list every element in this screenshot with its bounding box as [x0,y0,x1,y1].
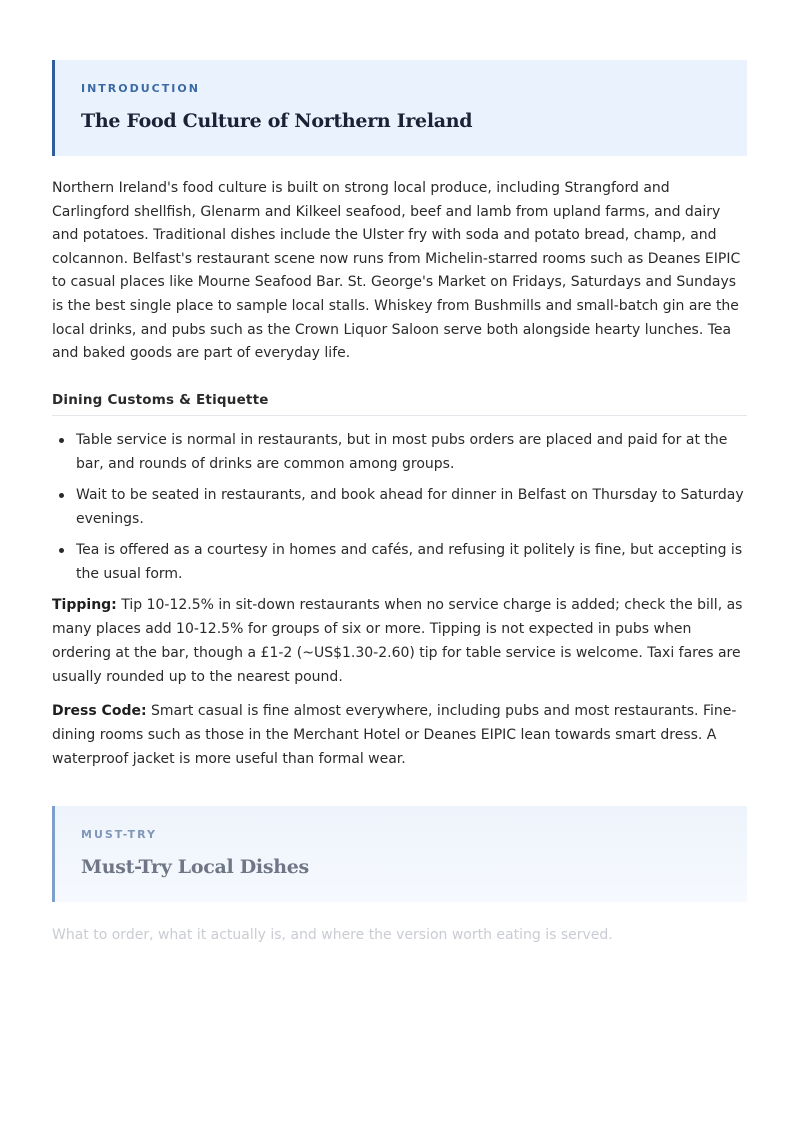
customs-list [52,428,747,587]
intro-title: The Food Culture of Northern Ireland [81,110,473,132]
dress-code-label: Dress Code: [52,702,147,719]
tipping-text: Tip 10-12.5% in sit-down restaurants when no service charge is added; check the bill, as many places add 10-12.5% for groups of six or more. Tipping is not expected in pubs when ordering at the bar, though a £1-2 (~US$1.30-2.60) tip for table service is welcome. Taxi fares are usually rounded up to the nearest pound. [52,596,743,685]
intro-paragraph: Northern Ireland's food culture is built on strong local produce, including Strangford and Carlingford shellfish, Glenarm and Kilkeel seafood, beef and lamb from upland farms, and dairy and potatoes. Traditional dishes include the Ulster fry with soda and potato bread, champ, and colcannon. Belfast's restaurant scene now runs from Michelin-starred rooms such as Deanes EIPIC to casual places like Mourne Seafood Bar. St. George's Market on Fridays, Saturdays and Sundays is the best single place to sample local stalls. Whiskey from Bushmills and small-batch gin are the local drinks, and pubs such as the Crown Liquor Saloon serve both alongside hearty lunches. Tea and baked goods are part of everyday life. [52,180,741,362]
customs-list-item: Table service is normal in restaurants, but in most pubs orders are placed and paid for at the bar, and rounds of drinks are common among groups. [52,428,747,477]
document-page [52,60,747,946]
tipping-note [52,593,747,689]
customs-list-item: Tea is offered as a courtesy in homes and cafés, and refusing it politely is fine, but accepting is the usual form. [52,538,747,587]
must-try-eyebrow: MUST-TRY [81,827,157,841]
must-try-section-header [52,806,747,902]
must-try-lead: What to order, what it actually is, and where the version worth eating is served. [52,926,613,943]
dress-code-text: Smart casual is fine almost everywhere, including pubs and most restaurants. Fine-dining rooms such as those in the Merchant Hotel or Deanes EIPIC lean towards smart dress. A waterproof jacket is more useful than formal wear. [52,702,737,767]
must-try-title: Must-Try Local Dishes [81,855,309,878]
intro-eyebrow: INTRODUCTION [81,82,200,95]
intro-section-header [52,60,747,156]
tipping-label: Tipping: [52,596,117,613]
customs-heading: Dining Customs & Etiquette [52,392,747,416]
customs-list-item: Wait to be seated in restaurants, and book ahead for dinner in Belfast on Thursday to Saturday evenings. [52,483,747,532]
dress-code-note [52,699,747,771]
